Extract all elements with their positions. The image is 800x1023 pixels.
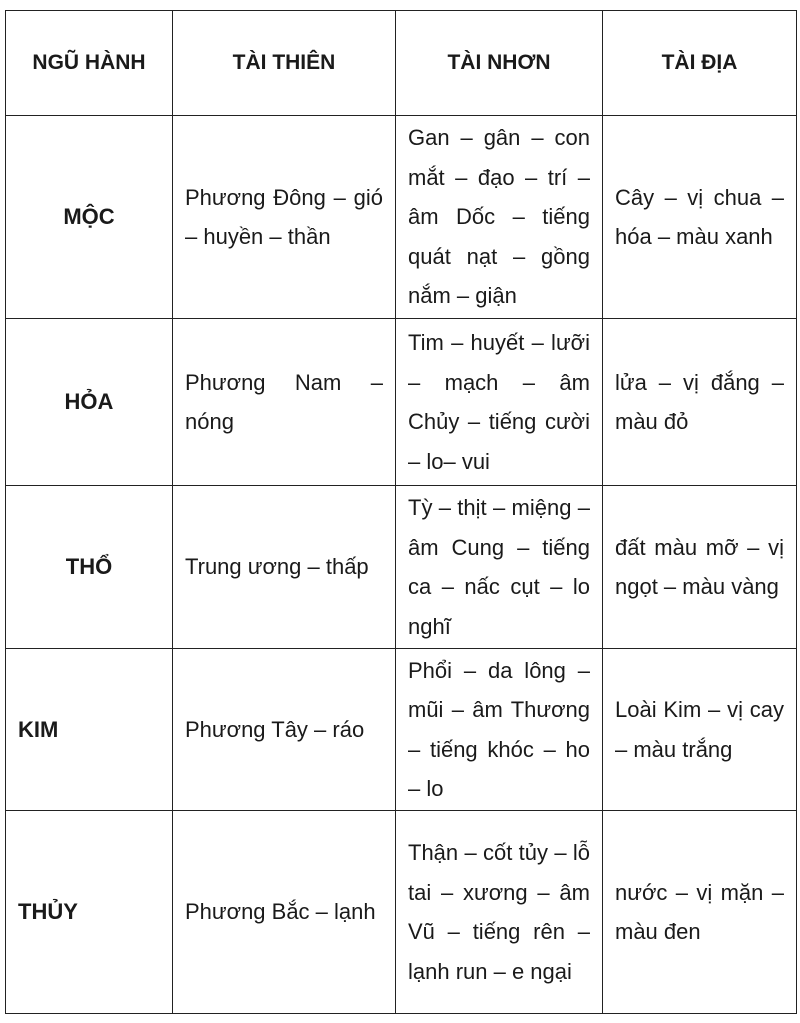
element-cell: HỎA bbox=[6, 319, 173, 486]
tai-dia-cell: Cây – vị chua – hóa – màu xanh bbox=[603, 116, 797, 319]
tai-thien-cell: Trung ương – thấp bbox=[173, 486, 396, 649]
tai-nhon-cell: Tỳ – thịt – miệng – âm Cung – tiếng ca – nấc cụt – lo nghĩ bbox=[396, 486, 603, 649]
five-elements-table bbox=[5, 10, 797, 1014]
tai-thien-cell: Phương Bắc – lạnh bbox=[173, 811, 396, 1014]
table-row-moc bbox=[6, 116, 797, 319]
tai-nhon-cell: Phổi – da lông – mũi – âm Thương – tiếng khóc – ho – lo bbox=[396, 649, 603, 811]
tai-dia-cell: lửa – vị đắng – màu đỏ bbox=[603, 319, 797, 486]
element-cell: KIM bbox=[6, 649, 173, 811]
element-cell: THỦY bbox=[6, 811, 173, 1014]
table-row-kim bbox=[6, 649, 797, 811]
header-tai-dia: TÀI ĐỊA bbox=[603, 11, 797, 116]
tai-nhon-cell: Thận – cốt tủy – lỗ tai – xương – âm Vũ – tiếng rên – lạnh run – e ngại bbox=[396, 811, 603, 1014]
tai-thien-cell: Phương Tây – ráo bbox=[173, 649, 396, 811]
table-row-hoa bbox=[6, 319, 797, 486]
element-cell: MỘC bbox=[6, 116, 173, 319]
tai-nhon-cell: Gan – gân – con mắt – đạo – trí – âm Dốc – tiếng quát nạt – gồng nắm – giận bbox=[396, 116, 603, 319]
header-tai-nhon: TÀI NHƠN bbox=[396, 11, 603, 116]
tai-dia-cell: nước – vị mặn – màu đen bbox=[603, 811, 797, 1014]
table-row-tho bbox=[6, 486, 797, 649]
table-row-thuy bbox=[6, 811, 797, 1014]
tai-thien-cell: Phương Nam – nóng bbox=[173, 319, 396, 486]
header-row bbox=[6, 11, 797, 116]
tai-thien-cell: Phương Đông – gió – huyền – thần bbox=[173, 116, 396, 319]
tai-dia-cell: Loài Kim – vị cay – màu trắng bbox=[603, 649, 797, 811]
tai-dia-cell: đất màu mỡ – vị ngọt – màu vàng bbox=[603, 486, 797, 649]
header-tai-thien: TÀI THIÊN bbox=[173, 11, 396, 116]
header-ngu-hanh: NGŨ HÀNH bbox=[6, 11, 173, 116]
tai-nhon-cell: Tim – huyết – lưỡi – mạch – âm Chủy – tiếng cười – lo– vui bbox=[396, 319, 603, 486]
element-cell: THỔ bbox=[6, 486, 173, 649]
